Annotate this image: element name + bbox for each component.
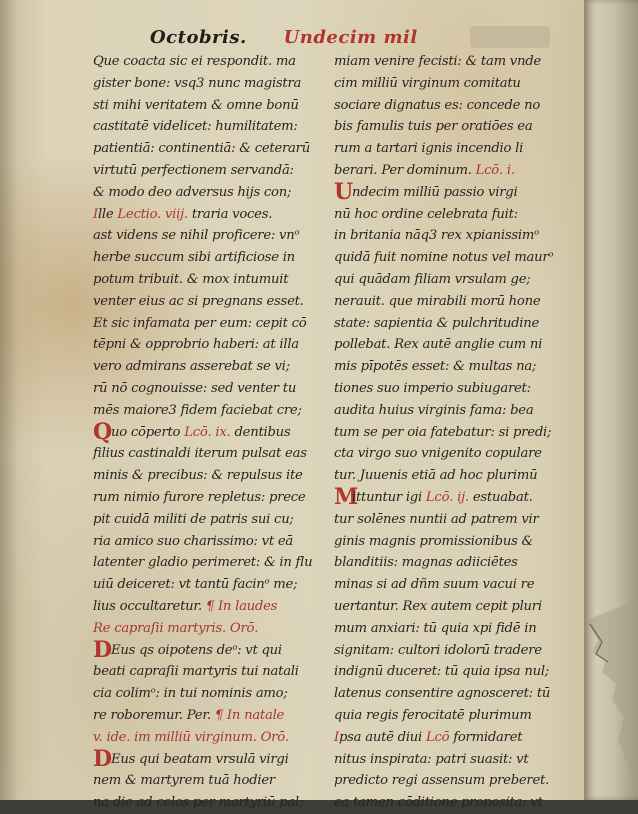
right-column-line bbox=[334, 531, 566, 553]
line-text: estuabat. bbox=[468, 489, 533, 505]
right-column-line bbox=[334, 73, 566, 95]
line-text: minis & precibus: & repulsus ite bbox=[93, 468, 303, 484]
left-column-line bbox=[93, 116, 325, 138]
rubric-text: I bbox=[334, 729, 339, 745]
line-text: rum a tartari ignis incendio li bbox=[334, 141, 524, 157]
line-text: filius castinaldi iterum pulsat eas bbox=[93, 446, 307, 462]
left-column-line bbox=[93, 552, 325, 574]
header-month: Octobris. bbox=[150, 27, 247, 48]
right-column-line bbox=[334, 334, 566, 356]
line-text: castitatē videlicet: humilitatem: bbox=[93, 119, 298, 135]
line-text: traria voces. bbox=[187, 206, 273, 222]
left-column-line bbox=[93, 356, 325, 378]
line-text: gister bone: vsq3 nunc magistra bbox=[93, 75, 302, 91]
line-text: lius occultaretur. bbox=[93, 598, 206, 614]
left-column-line bbox=[93, 443, 325, 465]
line-text: pit cuidā militi de patris sui cu; bbox=[93, 511, 294, 527]
right-column-line bbox=[334, 618, 566, 640]
line-text: uertantur. Rex autem cepit pluri bbox=[334, 598, 542, 614]
line-text: blanditiis: magnas adiiciētes bbox=[334, 555, 518, 571]
right-column-line bbox=[334, 574, 566, 596]
line-text: latenus consentire agnosceret: tū bbox=[334, 686, 551, 702]
left-text-column bbox=[93, 51, 325, 814]
red-initial: U bbox=[334, 178, 353, 205]
right-column-line bbox=[334, 422, 566, 444]
line-text: lle bbox=[97, 206, 118, 222]
rubric-text: Lectio. viij. bbox=[117, 206, 188, 222]
line-text: latenter gladio perimeret: & in flu bbox=[93, 555, 313, 571]
line-text: Eus qui beatam vrsulā virgi bbox=[111, 751, 289, 767]
left-column-line bbox=[93, 95, 325, 117]
torn-page-edge bbox=[572, 600, 638, 800]
red-initial: D bbox=[93, 745, 112, 772]
left-column-line bbox=[93, 745, 325, 772]
line-text: state: sapientia & pulchritudine bbox=[334, 315, 540, 331]
line-text: miam venire fecisti: & tam vnde bbox=[334, 54, 541, 69]
line-text: berari. Per dominum. bbox=[334, 162, 476, 178]
left-column-line bbox=[93, 705, 325, 727]
right-column-line bbox=[334, 378, 566, 400]
line-text: herbe succum sibi artificiose in bbox=[93, 250, 295, 266]
line-text: in britania nāq3 rex xpianissimᵒ bbox=[334, 228, 539, 244]
line-text: tur. Juuenis etiā ad hoc plurimū bbox=[334, 468, 538, 484]
left-column-line bbox=[93, 73, 325, 95]
line-text: audita huius virginis fama: bea bbox=[334, 402, 534, 418]
left-column-line bbox=[93, 204, 325, 226]
right-column-line bbox=[334, 683, 566, 705]
line-text: ginis magnis promissionibus & bbox=[334, 533, 534, 549]
line-text: minas si ad dñm suum vacui re bbox=[334, 577, 535, 593]
line-text: rū nō cognouisse: sed venter tu bbox=[93, 380, 297, 396]
line-text: cta virgo suo vnigenito copulare bbox=[334, 446, 542, 462]
line-text: psa autē diui bbox=[338, 729, 426, 745]
rubric-text: Lcō. i. bbox=[475, 162, 515, 178]
line-text: ria amico suo charissimo: vt eā bbox=[93, 533, 294, 549]
right-text-column bbox=[334, 51, 566, 814]
line-text: vero admirans asserebat se vi; bbox=[93, 359, 290, 375]
left-column-line bbox=[93, 378, 325, 400]
line-text: potum tribuit. & mox intumuit bbox=[93, 271, 289, 287]
right-column-line bbox=[334, 160, 566, 182]
right-column-line bbox=[334, 749, 566, 771]
line-text: re roboremur. Per. bbox=[93, 707, 215, 723]
line-text: quia regis ferocitatē plurimum bbox=[334, 707, 532, 723]
right-column-line bbox=[334, 204, 566, 226]
line-text: venter eius ac si pregnans esset. bbox=[93, 293, 304, 309]
line-text: sti mihi veritatem & omne bonū bbox=[93, 97, 299, 113]
right-column-line bbox=[334, 727, 566, 749]
line-text: ea tamen cōditione proposita: vt bbox=[334, 795, 543, 811]
rubric-text: ¶ In laudes bbox=[205, 598, 278, 614]
rubric-text: Re bbox=[93, 620, 111, 636]
left-column-line bbox=[93, 418, 325, 445]
line-text: nerauit. que mirabili morū hone bbox=[334, 293, 541, 309]
right-column-line bbox=[334, 596, 566, 618]
right-column-line bbox=[334, 770, 566, 792]
right-column-line bbox=[334, 483, 566, 510]
right-column-line bbox=[334, 705, 566, 727]
left-column-line bbox=[93, 683, 325, 705]
red-initial: D bbox=[93, 636, 112, 663]
line-text: ittuntur igi bbox=[352, 489, 426, 505]
line-text: tiones suo imperio subiugaret: bbox=[334, 380, 531, 396]
right-column-line bbox=[334, 178, 566, 205]
line-text: predicto regi assensum preberet. bbox=[334, 773, 550, 789]
line-text: uo cōperto bbox=[111, 424, 185, 440]
line-text: ndecim milliū passio virgi bbox=[352, 184, 518, 200]
line-text: cia colimᵒ: in tui nominis amo; bbox=[93, 686, 288, 702]
right-column-line bbox=[334, 356, 566, 378]
line-text: tēpni & opprobrio haberi: at illa bbox=[93, 337, 299, 353]
right-column-line bbox=[334, 661, 566, 683]
right-column-line bbox=[334, 247, 566, 269]
page-edge-shadow bbox=[0, 0, 18, 800]
red-initial: M bbox=[334, 483, 359, 510]
line-text: patientiā: continentiā: & ceterarū bbox=[93, 141, 310, 157]
left-column-line bbox=[93, 400, 325, 422]
line-text: tur solēnes nuntii ad patrem vir bbox=[334, 511, 539, 527]
right-column-line bbox=[334, 116, 566, 138]
line-text: mēs maiore3 fidem faciebat cre; bbox=[93, 402, 302, 418]
right-column-line bbox=[334, 313, 566, 335]
right-column-line bbox=[334, 640, 566, 662]
left-column-line bbox=[93, 313, 325, 335]
rubric-text: capraſii martyris. Orō. bbox=[114, 620, 259, 636]
right-column-line bbox=[334, 225, 566, 247]
right-column-line bbox=[334, 400, 566, 422]
line-text: nitus inspirata: patri suasit: vt bbox=[334, 751, 529, 767]
line-text: beati capraſii martyris tui natali bbox=[93, 664, 299, 680]
right-column-line bbox=[334, 269, 566, 291]
right-column-line bbox=[334, 138, 566, 160]
line-text: qui quādam filiam vrsulam ge; bbox=[334, 271, 531, 287]
left-column-line bbox=[93, 770, 325, 792]
line-text: mis pīpotēs esset: & multas na; bbox=[334, 359, 537, 375]
line-text: rum nimio furore repletus: prece bbox=[93, 489, 306, 505]
line-text: mum anxiari: tū quia xpi fidē in bbox=[334, 620, 537, 636]
line-text: indignū duceret: tū quia ipsa nul; bbox=[334, 664, 549, 680]
line-text: na die ad celos per martyriū pal; bbox=[93, 795, 304, 811]
rubric-text: Lcō. ix. bbox=[184, 424, 231, 440]
left-column-line bbox=[93, 465, 325, 487]
line-text: cim milliū virginum comitatu bbox=[334, 75, 521, 91]
line-text: tum se per oia fatebatur: si predi; bbox=[334, 424, 552, 440]
left-column-line bbox=[93, 160, 325, 182]
left-column-line bbox=[93, 618, 325, 640]
left-column-line bbox=[93, 269, 325, 291]
line-text: sociare dignatus es: concede no bbox=[334, 97, 541, 113]
line-text: quidā fuit nomine notus vel maurᵒ bbox=[334, 250, 554, 266]
right-column-line bbox=[334, 509, 566, 531]
left-column-line bbox=[93, 247, 325, 269]
running-header bbox=[150, 27, 418, 48]
left-column-line bbox=[93, 225, 325, 247]
left-column-line bbox=[93, 792, 325, 814]
rubric-text: Lcō. ij. bbox=[425, 489, 469, 505]
left-column-line bbox=[93, 531, 325, 553]
line-text: nū hoc ordine celebrata fuit: bbox=[334, 206, 518, 222]
left-column-line bbox=[93, 636, 325, 663]
right-column-line bbox=[334, 792, 566, 814]
left-column-line bbox=[93, 334, 325, 356]
line-text: uiū deiceret: vt tantū facinᵒ me; bbox=[93, 577, 298, 593]
left-column-line bbox=[93, 51, 325, 73]
right-column-line bbox=[334, 95, 566, 117]
line-text: bis famulis tuis per oratiōes ea bbox=[334, 119, 533, 135]
line-text: dentibus bbox=[230, 424, 291, 440]
left-column-line bbox=[93, 596, 325, 618]
line-text: pollebat. Rex autē anglie cum ni bbox=[334, 337, 543, 353]
red-initial: Q bbox=[93, 418, 112, 445]
line-text: nem & martyrem tuā hodier bbox=[93, 773, 275, 789]
rubric-text: ¶ In natale bbox=[214, 707, 285, 723]
line-text: ast videns se nihil proficere: vnᵒ bbox=[93, 228, 300, 244]
line-text: Et sic infamata per eum: cepit cō bbox=[93, 315, 307, 331]
line-text: & modo deo adversus hijs con; bbox=[93, 184, 292, 200]
left-column-line bbox=[93, 291, 325, 313]
left-column-line bbox=[93, 487, 325, 509]
rubric-text: I bbox=[93, 206, 98, 222]
rubric-text: v. ide. im milliū virginum. Orō. bbox=[93, 729, 289, 745]
right-column-line bbox=[334, 465, 566, 487]
right-column-line bbox=[334, 443, 566, 465]
left-column-line bbox=[93, 509, 325, 531]
line-text: signitam: cultori idolorū tradere bbox=[334, 642, 542, 658]
left-column-line bbox=[93, 661, 325, 683]
right-column-line bbox=[334, 291, 566, 313]
line-text: formidaret bbox=[449, 729, 523, 745]
header-feast: Undecim mil bbox=[283, 27, 418, 48]
rubric-text: Lcō bbox=[425, 729, 450, 745]
left-column-line bbox=[93, 574, 325, 596]
right-column-line bbox=[334, 552, 566, 574]
line-text: Que coacta sic ei respondit. ma bbox=[93, 54, 296, 69]
left-column-line bbox=[93, 138, 325, 160]
line-text: virtutū perfectionem servandā: bbox=[93, 162, 294, 178]
header-smudge bbox=[470, 26, 550, 48]
left-column-line bbox=[93, 727, 325, 749]
left-column-line bbox=[93, 182, 325, 204]
right-column-line bbox=[334, 51, 566, 73]
line-text: Eus qs oipotens deᵒ: vt qui bbox=[111, 642, 282, 658]
